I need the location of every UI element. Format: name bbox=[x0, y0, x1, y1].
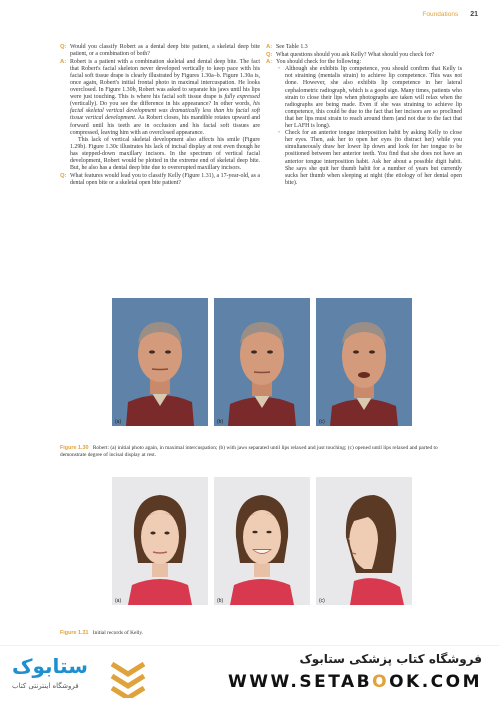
figure-label: Figure 1.30 bbox=[60, 445, 89, 451]
answer-text: See Table 1.3 bbox=[276, 44, 308, 50]
question-label: Q: bbox=[60, 172, 67, 179]
question-block bbox=[266, 52, 462, 59]
logo-text: ستابوک bbox=[12, 654, 88, 678]
portrait-image bbox=[316, 298, 412, 426]
portrait-image bbox=[112, 298, 208, 426]
checklist-item: • Although she exhibits lip competence, you should confirm that Kelly is not straining (mentalis strain) to achieve lip competence. This was not done. However, she also exhibits lip competence in her lateral cephalometric radiograph, which is a good sign. Many times, patients who strain to close their lips when photographs are taken will relax when the radiographs are being made. Even if she was straining to achieve lip competence, this could be due to the fact that her incisors are so proclined that her lips must strain to reach around them (and not due to the fact that her LAFH is long). bbox=[285, 66, 462, 130]
figure-label: Figure 1.31 bbox=[60, 630, 89, 636]
kelly-photo-c bbox=[316, 477, 412, 605]
portrait-image bbox=[214, 477, 310, 605]
answer-intro: You should check for the following: bbox=[276, 59, 361, 66]
left-column bbox=[60, 44, 260, 187]
answer-label: A: bbox=[266, 59, 273, 66]
running-header bbox=[422, 6, 478, 22]
question-text: Would you classify Robert as a dental deep bite patient, a skeletal deep bite patient, or a combination of both? bbox=[70, 44, 260, 58]
answer-paragraph-2: This lack of vertical skeletal development also affects his smile (Figure 1.29b). Figure 1.30c illustrates his lack of incisal display at rest even though he has stepped-down maxillary incisors. In the spectrum of vertical facial development, Robert would be plotted in the extreme end of skeletal deep bite. But, he also has a dental deep bite due to overerupted maxillary incisors. bbox=[70, 136, 260, 172]
section-title: Foundations bbox=[422, 10, 459, 18]
answer-block bbox=[266, 59, 462, 187]
panel-label: (a) bbox=[115, 419, 122, 425]
store-name: فروشگاه کتاب پزشکی ستابوک bbox=[299, 652, 482, 666]
url-part: OK.COM bbox=[389, 672, 482, 692]
kelly-photo-a bbox=[112, 477, 208, 605]
figure-1-31-caption bbox=[60, 630, 462, 637]
checklist bbox=[276, 66, 462, 187]
question-text: What questions should you ask Kelly? What should you check for? bbox=[276, 51, 435, 58]
logo-subtext: فروشگاه اینترنتی کتاب bbox=[12, 682, 79, 690]
portrait-image bbox=[316, 477, 412, 605]
question-label: Q: bbox=[60, 44, 67, 50]
panel-label: (b) bbox=[217, 598, 224, 604]
answer-paragraph: Robert is a patient with a combination skeletal and dental deep bite. The fact that Robert's facial skeleton never developed vertically to keep pace with his facial soft tissue drape is clearly illustrated by Figures 1.30a–b. Figure 1.30a is, once again, Robert's initial frontal photo in maximal intercuspation. He looks overclosed. In Figure 1.30b, Robert was asked to separate his jaws until his lips were just touching. This is where his facial soft tissue drape is fully expressed (vertically). Do you see the difference in his appearance? In other words, his facial skeletal vertical development was dramatically less than his facial soft tissue vertical development. As Robert closes, his mandible rotates upward and forward until his teeth are in occlusion and his facial soft tissues are compressed, leaving him with an overclosed appearance. bbox=[70, 58, 260, 136]
panel-label: (a) bbox=[115, 598, 122, 604]
store-footer bbox=[0, 645, 500, 701]
right-column bbox=[266, 44, 462, 187]
answer-block bbox=[266, 44, 462, 51]
page-number: 21 bbox=[470, 10, 478, 18]
answer-label: A: bbox=[266, 44, 273, 50]
answer-label: A: bbox=[60, 58, 67, 65]
url-part-accent: O bbox=[372, 672, 390, 692]
kelly-photo-b bbox=[214, 477, 310, 605]
question-text: What features would lead you to classify Kelly (Figure 1.31), a 17-year-old, as a dental open bite or a skeletal open bite patient? bbox=[70, 172, 260, 186]
figure-1-30-caption bbox=[60, 445, 462, 458]
panel-label: (c) bbox=[319, 598, 325, 604]
figure-1-30-photos bbox=[112, 298, 412, 426]
panel-label: (b) bbox=[217, 419, 224, 425]
store-logo bbox=[8, 652, 158, 696]
store-url[interactable] bbox=[228, 672, 482, 692]
caption-text: Robert: (a) initial photo again, in maximal intercuspation; (b) with jaws separated until lips relaxed and just touching; (c) opened until lips relaxed and parted to demonstrate degree of incisal display at rest. bbox=[60, 445, 438, 458]
portrait-image bbox=[214, 298, 310, 426]
figure-1-31-photos bbox=[112, 477, 412, 605]
panel-label: (c) bbox=[319, 419, 325, 425]
robert-photo-b bbox=[214, 298, 310, 426]
question-block bbox=[60, 173, 260, 187]
robert-photo-a bbox=[112, 298, 208, 426]
chevron-logo-icon bbox=[108, 658, 148, 698]
question-label: Q: bbox=[266, 51, 273, 58]
answer-block bbox=[60, 59, 260, 173]
caption-text: Initial records of Kelly. bbox=[92, 630, 144, 636]
portrait-image bbox=[112, 477, 208, 605]
question-block bbox=[60, 44, 260, 58]
url-part: WWW.SETAB bbox=[228, 672, 373, 692]
robert-photo-c bbox=[316, 298, 412, 426]
checklist-item: • Check for an anterior tongue interposition habit by asking Kelly to close her eyes. Then, ask her to open her eyes (to distract her) while you simultaneously draw her lower lip down and look for her tongue to be positioned between her anterior teeth. You find that she does not have an anterior tongue interposition habit. Ask her about a possible digit habit. She says she quit her thumb habit for a number of years but currently sucks her thumb when sleeping at night (the etiology of her dental open bite). bbox=[285, 130, 462, 187]
